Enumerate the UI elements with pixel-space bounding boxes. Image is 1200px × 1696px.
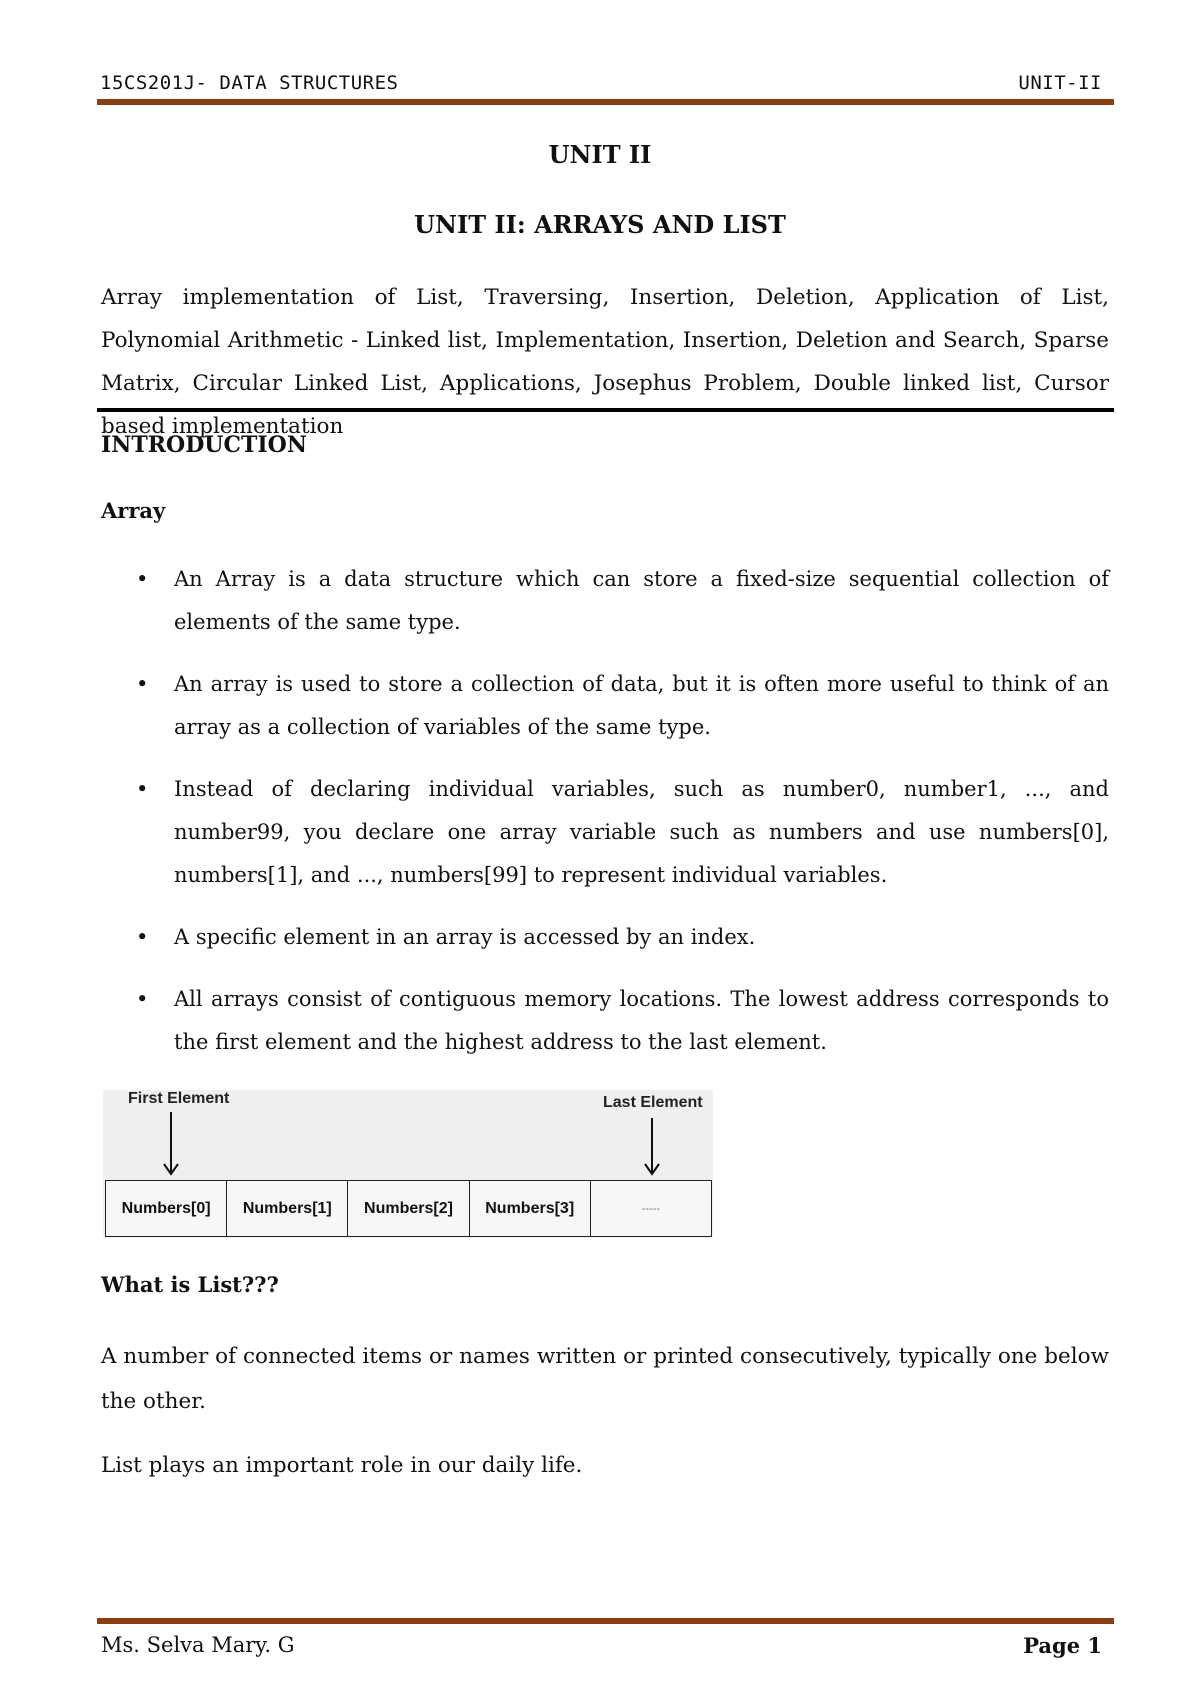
header-rule — [97, 99, 1114, 105]
section-divider — [97, 408, 1114, 412]
arrow-down-icon — [644, 1118, 660, 1180]
footer-rule — [97, 1618, 1114, 1624]
bullet-icon: • — [136, 777, 149, 801]
arrow-down-icon — [163, 1112, 179, 1180]
first-element-label: First Element — [128, 1090, 230, 1107]
array-cell: Numbers[3] — [470, 1181, 591, 1236]
header-unit: UNIT-II — [1018, 72, 1102, 94]
list-heading: What is List??? — [101, 1272, 279, 1297]
bullet-icon: • — [136, 987, 149, 1011]
footer-page-number: Page 1 — [1023, 1633, 1102, 1658]
syllabus-text: Array implementation of List, Traversing, Insertion, Deletion, Application of List, Polynomial Arithmetic - Linked list, Implementation, Insertion, Deletion and Search, Sparse Matrix, Circular Linked List, Applications, Josephus Problem, Double linked list, Cursor based implementation — [101, 285, 1109, 439]
list-item: • An Array is a data structure which can store a fixed-size sequential collection of elements of the same type. — [101, 558, 1109, 644]
array-cell: ----- — [641, 1202, 661, 1215]
footer-author: Ms. Selva Mary. G — [101, 1633, 295, 1657]
list-definition: A number of connected items or names written or printed consecutively, typically one below the other. — [101, 1344, 1109, 1414]
array-cells — [105, 1180, 712, 1237]
array-cell: Numbers[0] — [106, 1181, 227, 1236]
array-cell: Numbers[2] — [348, 1181, 469, 1236]
list-item: • Instead of declaring individual variables, such as number0, number1, ..., and number99, you declare one array variable such as numbers and use numbers[0], numbers[1], and ..., numbers[99] to represent individual variables. — [101, 768, 1109, 897]
list-item: • A specific element in an array is accessed by an index. — [101, 916, 1109, 959]
introduction-heading: INTRODUCTION — [101, 432, 307, 458]
bullet-icon: • — [136, 567, 149, 591]
header-course: 15CS201J- DATA STRUCTURES — [100, 72, 399, 94]
list-item: • An array is used to store a collection of data, but it is often more useful to think of an array as a collection of variables of the same type. — [101, 663, 1109, 749]
bullet-icon: • — [136, 925, 149, 949]
array-bullet-list — [101, 558, 1109, 1083]
page-subtitle: UNIT II: ARRAYS AND LIST — [414, 210, 786, 239]
page-title: UNIT II — [548, 140, 652, 169]
list-item: • All arrays consist of contiguous memory locations. The lowest address corresponds to the first element and the highest address to the last element. — [101, 978, 1109, 1064]
array-subheading: Array — [101, 498, 166, 523]
list-importance: List plays an important role in our daily life. — [101, 1453, 583, 1478]
array-cell: Numbers[1] — [227, 1181, 348, 1236]
bullet-icon: • — [136, 672, 149, 696]
last-element-label: Last Element — [603, 1094, 703, 1111]
